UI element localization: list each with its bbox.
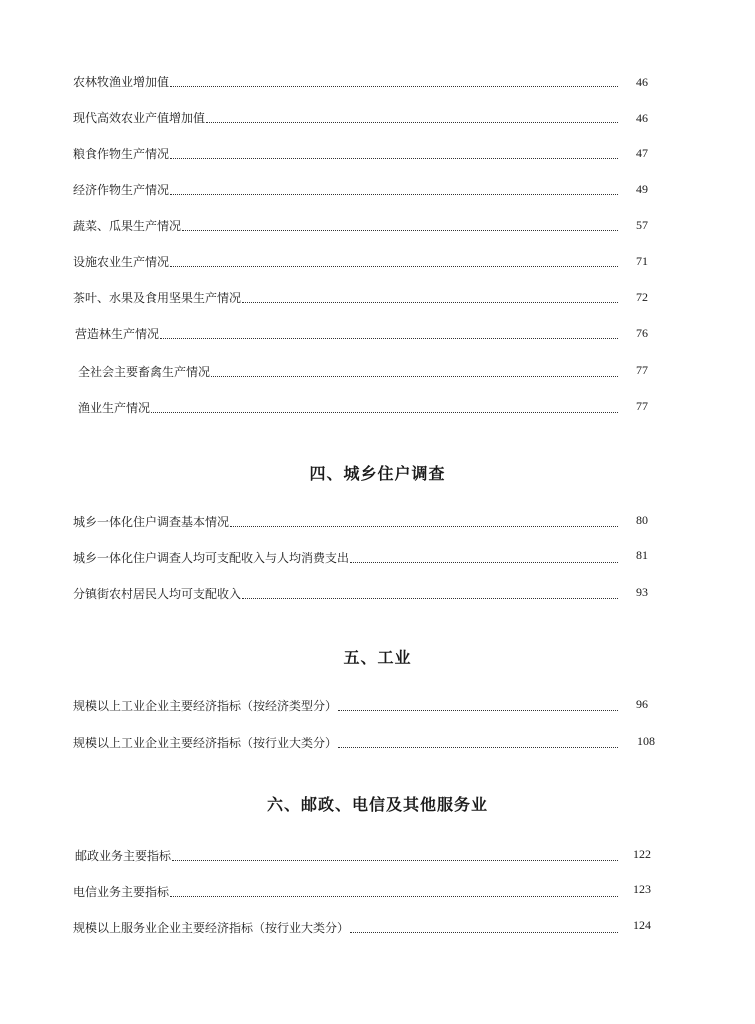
dot-leader <box>170 158 618 159</box>
dot-leader <box>170 86 618 87</box>
toc-page-number: 57 <box>636 218 648 232</box>
toc-entry-label: 现代高效农业产值增加值 <box>73 111 206 125</box>
toc-entry[interactable] <box>73 880 619 900</box>
toc-page-number: 81 <box>636 548 648 562</box>
toc-page-number: 76 <box>636 326 648 340</box>
dot-leader <box>172 860 618 861</box>
dot-leader <box>211 376 618 377</box>
toc-entry[interactable] <box>73 546 619 566</box>
toc-entry-label: 规模以上工业企业主要经济指标（按经济类型分） <box>73 699 338 713</box>
toc-page-number: 108 <box>637 734 655 748</box>
toc-entry[interactable] <box>78 360 619 380</box>
toc-page-number: 122 <box>633 847 651 861</box>
toc-page-number: 96 <box>636 697 648 711</box>
toc-entry-label: 分镇街农村居民人均可支配收入 <box>73 587 242 601</box>
dot-leader <box>206 122 618 123</box>
dot-leader <box>242 598 618 599</box>
toc-entry-label: 规模以上服务业企业主要经济指标（按行业大类分） <box>73 921 350 935</box>
dot-leader <box>170 194 618 195</box>
dot-leader <box>170 266 618 267</box>
toc-entry-label: 规模以上工业企业主要经济指标（按行业大类分） <box>73 736 338 750</box>
toc-entry[interactable] <box>75 322 619 342</box>
toc-page-number: 123 <box>633 882 651 896</box>
dot-leader <box>170 896 618 897</box>
toc-entry-label: 电信业务主要指标 <box>73 885 170 899</box>
toc-entry[interactable] <box>73 70 619 90</box>
toc-entry-label: 渔业生产情况 <box>78 401 151 415</box>
toc-page-number: 77 <box>636 399 648 413</box>
dot-leader <box>160 338 618 339</box>
toc-page-number: 80 <box>636 513 648 527</box>
section-heading-household-survey: 四、城乡住户调查 <box>309 464 446 483</box>
toc-entry-label: 粮食作物生产情况 <box>73 147 170 161</box>
toc-entry[interactable] <box>73 582 619 602</box>
dot-leader <box>350 562 618 563</box>
toc-page-number: 49 <box>636 182 648 196</box>
toc-page-number: 46 <box>636 75 648 89</box>
toc-entry[interactable] <box>73 694 619 714</box>
toc-entry[interactable] <box>73 510 619 530</box>
section-heading-industry: 五、工业 <box>343 648 412 667</box>
toc-entry[interactable] <box>73 916 619 936</box>
toc-page-number: 47 <box>636 146 648 160</box>
toc-page-number: 93 <box>636 585 648 599</box>
toc-entry-label: 设施农业生产情况 <box>73 255 170 269</box>
dot-leader <box>151 412 618 413</box>
toc-page-number: 71 <box>636 254 648 268</box>
toc-entry[interactable] <box>73 178 619 198</box>
toc-entry-label: 蔬菜、瓜果生产情况 <box>73 219 182 233</box>
dot-leader <box>182 230 618 231</box>
toc-entry[interactable] <box>75 844 619 864</box>
dot-leader <box>338 710 618 711</box>
section-heading-services: 六、邮政、电信及其他服务业 <box>266 795 488 814</box>
toc-entry-label: 邮政业务主要指标 <box>75 849 172 863</box>
dot-leader <box>230 526 618 527</box>
toc-page-number: 46 <box>636 111 648 125</box>
toc-entry[interactable] <box>78 396 619 416</box>
toc-entry-label: 农林牧渔业增加值 <box>73 75 170 89</box>
toc-entry[interactable] <box>73 142 619 162</box>
toc-entry[interactable] <box>73 286 619 306</box>
dot-leader <box>350 932 618 933</box>
toc-page-number: 72 <box>636 290 648 304</box>
toc-entry-label: 营造林生产情况 <box>75 327 160 341</box>
toc-entry-label: 经济作物生产情况 <box>73 183 170 197</box>
toc-entry-label: 城乡一体化住户调查人均可支配收入与人均消费支出 <box>73 551 350 565</box>
toc-entry-label: 全社会主要畜禽生产情况 <box>78 365 211 379</box>
toc-entry[interactable] <box>73 731 619 751</box>
dot-leader <box>338 747 618 748</box>
toc-entry[interactable] <box>73 214 619 234</box>
toc-page-number: 124 <box>633 918 651 932</box>
toc-entry-label: 城乡一体化住户调查基本情况 <box>73 515 230 529</box>
toc-page-number: 77 <box>636 363 648 377</box>
toc-entry[interactable] <box>73 106 619 126</box>
toc-entry[interactable] <box>73 250 619 270</box>
toc-entry-label: 茶叶、水果及食用坚果生产情况 <box>73 291 242 305</box>
dot-leader <box>242 302 618 303</box>
